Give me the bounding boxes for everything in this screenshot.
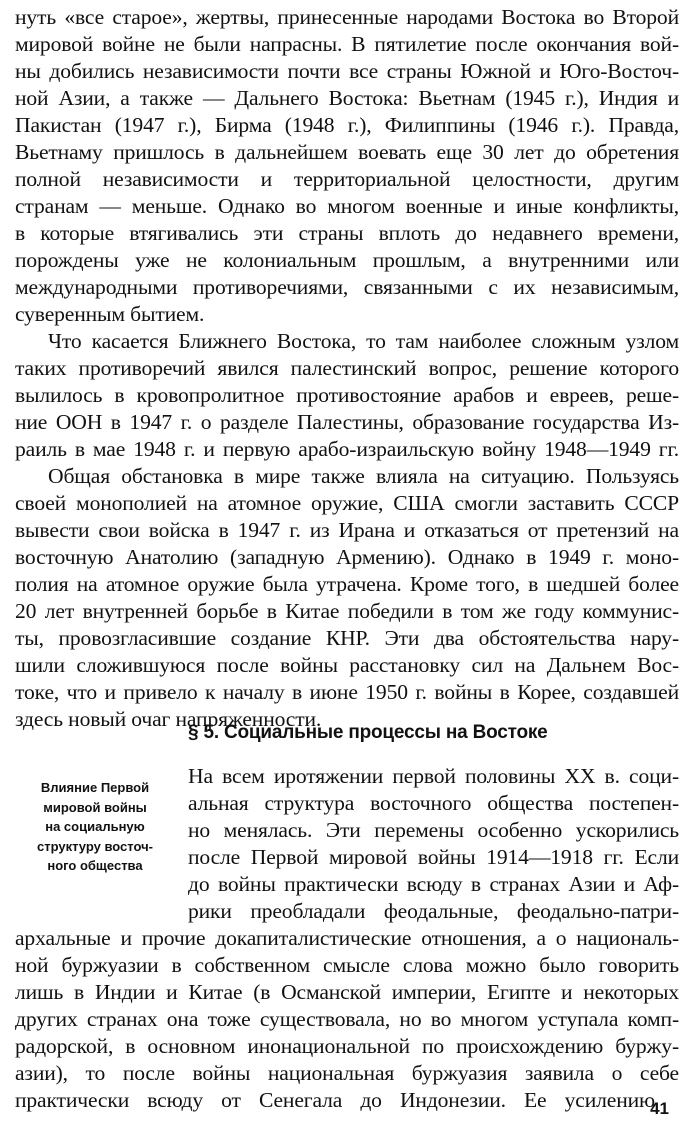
- text-line: после Первой мировой войны 1914—1918 гг. Если: [188, 845, 679, 869]
- text-line: ние ООН в 1947 г. о разделе Палестины, образование государства Из-: [15, 410, 679, 434]
- text-line: Что касается Ближнего Востока, то там наиболее сложным узлом: [48, 329, 679, 353]
- section-heading: § 5. Социальные процессы на Востоке: [188, 722, 548, 743]
- margin-note-line: ного общества: [47, 858, 143, 873]
- margin-note-line: на социальную: [45, 819, 145, 834]
- text-line: таких противоречий явился палестинский вопрос, решение которого: [15, 356, 679, 380]
- text-line: лишь в Индии и Китае (в Османской империи, Египте и некоторых: [15, 980, 679, 1004]
- text-line: токе, что и привело к началу в июне 1950 г. войны в Корее, создавшей: [15, 680, 679, 704]
- text-line: радорской, в основном инонациональной по происхождению буржу-: [15, 1034, 679, 1058]
- text-line: странам — меньше. Однако во многом военные и иные конфликты,: [15, 194, 679, 218]
- text-line: ной Азии, а также — Дальнего Востока: Вьетнам (1945 г.), Индия и: [15, 86, 679, 110]
- text-line: архальные и прочие докапиталистические отношения, а о националь-: [15, 926, 679, 950]
- text-line: альная структура восточного общества постепен-: [188, 791, 679, 815]
- margin-note: [12, 778, 178, 876]
- text-line: азии), то после войны национальная буржуазия заявила о себе: [15, 1061, 679, 1085]
- text-line: ты, провозгласившие создание КНР. Эти два обстоятельства нару-: [15, 626, 679, 650]
- text-line: полной независимости и территориальной целостности, другим: [15, 167, 679, 191]
- text-line: вывести свои войска в 1947 г. из Ирана и отказаться от претензий на: [15, 518, 679, 542]
- text-line: Пакистан (1947 г.), Бирма (1948 г.), Филиппины (1946 г.). Правда,: [15, 113, 679, 137]
- text-line: Общая обстановка в мире также влияла на ситуацию. Пользуясь: [48, 464, 679, 488]
- text-line: 20 лет внутренней борьбе в Китае победили в том же году коммунис-: [15, 599, 679, 623]
- margin-note-line: Влияние Первой: [40, 780, 150, 795]
- text-line: На всем иротяжении первой половины XX в. соци-: [188, 764, 679, 788]
- text-line: шили сложившуюся после войны расстановку сил на Дальнем Вос-: [15, 653, 679, 677]
- page-number: 41: [650, 1099, 669, 1118]
- text-line: международными противоречиями, связанными с их независимым,: [15, 275, 679, 299]
- text-line: но менялась. Эти перемены особенно ускорились: [188, 818, 679, 842]
- text-line: в которые втягивались эти страны вплоть до недавнего времени,: [15, 221, 679, 245]
- text-line: рики преобладали феодальные, феодально-патри-: [188, 899, 679, 923]
- text-line: полия на атомное оружие была утрачена. Кроме того, в шедшей более: [15, 572, 679, 596]
- text-line: ны добились независимости почти все страны Южной и Юго-Восточ-: [15, 59, 679, 83]
- text-line: здесь новый очаг напряженности.: [15, 707, 322, 731]
- text-line: суверенным бытием.: [15, 302, 205, 326]
- text-line: нуть «все старое», жертвы, принесенные народами Востока во Второй: [15, 5, 679, 29]
- text-line: других странах она тоже существовала, но во многом уступала комп-: [15, 1007, 679, 1031]
- text-line: мировой войне не были напрасны. В пятилетие после окончания вой-: [15, 32, 679, 56]
- text-line: восточную Анатолию (западную Армению). Однако в 1949 г. моно-: [15, 545, 679, 569]
- margin-note-line: мировой войны: [43, 799, 147, 815]
- text-line: Вьетнаму пришлось в дальнейшем воевать еще 30 лет до обретения: [15, 140, 679, 164]
- text-line: практически всюду от Сенегала до Индонезии. Ее усилению: [15, 1088, 655, 1112]
- text-line: раиль в мае 1948 г. и первую арабо-израильскую войну 1948—1949 гг.: [15, 437, 679, 461]
- text-line: порождены уже не колониальным прошлым, а внутренними или: [15, 248, 679, 272]
- text-line: вылилось в кровопролитное противостояние арабов и евреев, реше-: [15, 383, 679, 407]
- text-line: до войны практически всюду в странах Азии и Аф-: [188, 872, 679, 896]
- text-line: своей монополией на атомное оружие, США смогли заставить СССР: [15, 491, 679, 515]
- margin-note-line: структуру восточ-: [37, 838, 153, 854]
- text-line: ной буржуазии в собственном смысле слова можно было говорить: [15, 953, 679, 977]
